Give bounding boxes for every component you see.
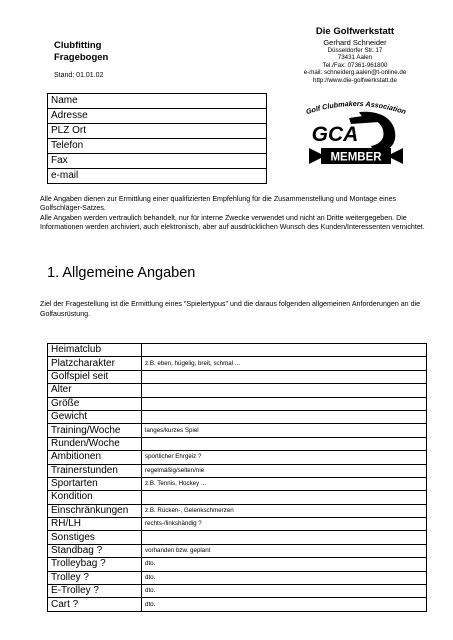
- question-row: [48, 544, 427, 557]
- section-heading: 1. Allgemeine Angaben: [47, 265, 196, 281]
- question-row: [48, 384, 427, 397]
- question-row: [48, 598, 427, 611]
- logo-arc-text: Golf Clubmakers Association: [304, 98, 408, 117]
- form-title-line1: Clubfitting: [54, 40, 102, 51]
- question-label: Einschränkungen: [48, 504, 142, 517]
- question-label: Trolley ?: [48, 571, 142, 584]
- intro-paragraph-2: Alle Angaben werden vertraulich behandelt, nur für interne Zwecke verwendet und nicht an Dritte weitergegeben. Die Informationen werden archiviert, auch elektronisch, aber auf ausdrücklichen Wunsch des Kunden/Interessenten vernichtet.: [40, 213, 425, 232]
- question-row: [48, 477, 427, 490]
- answer-field[interactable]: dto.: [142, 585, 427, 598]
- question-row: [48, 370, 427, 383]
- logo-letters: GCA: [311, 123, 359, 146]
- question-label: Sportarten: [48, 477, 142, 490]
- question-row: [48, 464, 427, 477]
- question-row: [48, 531, 427, 544]
- answer-field[interactable]: dto.: [142, 571, 427, 584]
- question-row: [48, 424, 427, 437]
- answer-field[interactable]: rechts-/linkshändig ?: [142, 518, 427, 531]
- svg-text:Golf Clubmakers Association: [305, 99, 408, 116]
- address-field-label[interactable]: Adresse: [48, 109, 267, 124]
- address-field-label[interactable]: e-mail: [48, 169, 267, 184]
- form-title: [54, 40, 108, 64]
- company-phone: Tel./Fax: 07361-961800: [322, 61, 388, 69]
- question-label: Platzcharakter: [48, 357, 142, 370]
- answer-field[interactable]: z.B. Rücken-, Gelenkschmerzen: [142, 504, 427, 517]
- answer-field[interactable]: dto.: [142, 598, 427, 611]
- question-row: [48, 437, 427, 450]
- answer-field[interactable]: [142, 410, 427, 423]
- intro-paragraph-1: Alle Angaben dienen zur Ermittlung einer qualifizierten Empfehlung für die Zusammenstellung und Montage eines Golfschläger-Satzes.: [40, 195, 397, 213]
- question-label: Cart ?: [48, 598, 142, 611]
- answer-field[interactable]: [142, 437, 427, 450]
- address-table: [47, 93, 267, 184]
- address-row: [48, 94, 267, 109]
- question-label: RH/LH: [48, 518, 142, 531]
- question-row: [48, 410, 427, 423]
- answer-field[interactable]: z.B. Tennis, Hockey ...: [142, 477, 427, 490]
- address-field-label[interactable]: Name: [48, 94, 267, 109]
- question-row: [48, 491, 427, 504]
- address-field-label[interactable]: PLZ Ort: [48, 124, 267, 139]
- question-label: Heimatclub: [48, 344, 142, 357]
- company-email: e-mail: schneiderg.aalen@t-online.de: [303, 69, 407, 77]
- address-row: [48, 154, 267, 169]
- question-row: [48, 504, 427, 517]
- answer-field[interactable]: vorhanden bzw. geplant: [142, 544, 427, 557]
- answer-field[interactable]: [142, 384, 427, 397]
- answer-field[interactable]: [142, 397, 427, 410]
- form-title-line2: Fragebogen: [54, 52, 109, 63]
- question-row: [48, 571, 427, 584]
- question-label: Runden/Woche: [48, 437, 142, 450]
- questionnaire-table: [47, 343, 427, 612]
- question-row: [48, 585, 427, 598]
- question-label: Alter: [48, 384, 142, 397]
- question-row: [48, 451, 427, 464]
- question-label: Training/Woche: [48, 424, 142, 437]
- company-owner: Gerhard Schneider: [323, 38, 387, 47]
- question-label: Gewicht: [48, 410, 142, 423]
- question-row: [48, 397, 427, 410]
- address-field-label[interactable]: Fax: [48, 154, 267, 169]
- logo-banner-text: MEMBER: [330, 151, 382, 164]
- intro-text: [40, 195, 425, 233]
- question-label: Golfspiel seit: [48, 370, 142, 383]
- question-label: Trolleybag ?: [48, 558, 142, 571]
- answer-field[interactable]: langes/kurzes Spiel: [142, 424, 427, 437]
- answer-field[interactable]: dto.: [142, 558, 427, 571]
- company-city: 73431 Aalen: [337, 54, 373, 62]
- company-info: [288, 26, 422, 84]
- answer-field[interactable]: z.B. eben, hügelig, breit, schmal ...: [142, 357, 427, 370]
- question-label: E-Trolley ?: [48, 585, 142, 598]
- question-label: Größe: [48, 397, 142, 410]
- question-label: Standbag ?: [48, 544, 142, 557]
- gca-member-logo: [289, 96, 423, 168]
- question-label: Trainerstunden: [48, 464, 142, 477]
- answer-field[interactable]: [142, 370, 427, 383]
- question-row: [48, 344, 427, 357]
- address-row: [48, 109, 267, 124]
- answer-field[interactable]: [142, 344, 427, 357]
- answer-field[interactable]: regelmäßig/selten/nie: [142, 464, 427, 477]
- question-row: [48, 558, 427, 571]
- address-row: [48, 139, 267, 154]
- question-row: [48, 518, 427, 531]
- question-label: Sonstiges: [48, 531, 142, 544]
- section-description: Ziel der Fragestellung ist die Ermittlung eines "Spielertypus" und die daraus folgenden allgemeinen Anforderungen an die Golfausrüstung.: [40, 300, 421, 318]
- question-label: Kondition: [48, 491, 142, 504]
- answer-field[interactable]: [142, 491, 427, 504]
- company-street: Düsseldorfer Str. 17: [327, 47, 383, 54]
- answer-field[interactable]: [142, 531, 427, 544]
- company-name: Die Golfwerkstatt: [315, 26, 395, 37]
- answer-field[interactable]: sportlicher Ehrgeiz ?: [142, 451, 427, 464]
- address-field-label[interactable]: Telefon: [48, 139, 267, 154]
- address-row: [48, 124, 267, 139]
- company-website: http://www.die-golfwerkstatt.de: [313, 76, 397, 84]
- address-row: [48, 169, 267, 184]
- revision-date: Stand: 01.01.02: [54, 72, 104, 79]
- question-row: [48, 357, 427, 370]
- question-label: Ambitionen: [48, 451, 142, 464]
